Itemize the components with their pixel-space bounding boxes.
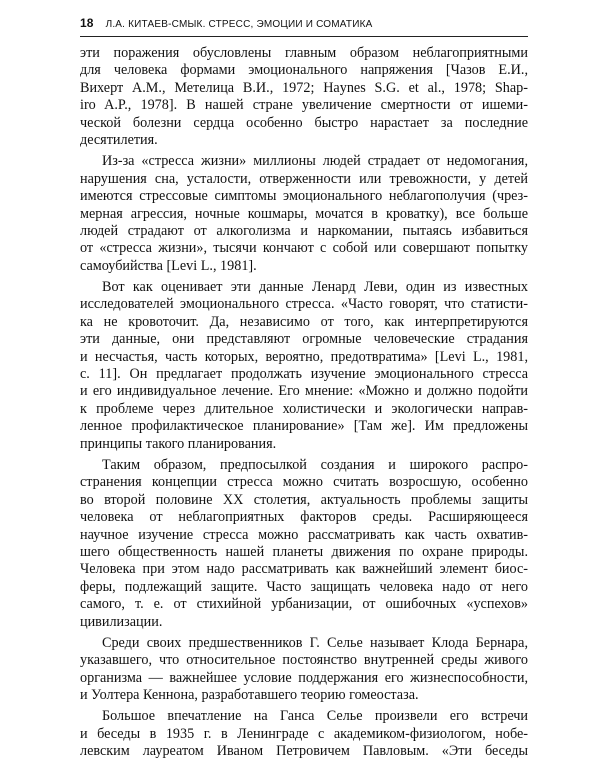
text-line: левским лауреатом Иваном Петровичем Павловым. «Эти беседы [80, 743, 528, 760]
text-line: iro A.P., 1978]. В нашей стране увеличение смертности от ишеми- [80, 97, 528, 114]
text-line: ка не кровоточит. Да, независимо от того, как интерпретируются [80, 313, 528, 330]
text-line: с. 11]. Он предлагает продолжать изучение эмоционального стресса [80, 366, 528, 383]
text-line: десятилетия. [80, 131, 158, 148]
text-line: Человека при этом надо рассматривать как важнейший элемент биос- [80, 561, 528, 578]
text-line: Вот как оценивает эти данные Ленард Леви, один из известных [102, 279, 528, 296]
text-line: научное изучение стресса можно рассматривать как часть охватив- [80, 526, 528, 543]
text-line: исследователей эмоционального стресса. «Часто говорят, что статисти- [80, 296, 528, 313]
text-line: нарушения сна, усталости, отверженности или тревожности, у детей [80, 170, 528, 187]
text-line: Большое впечатление на Ганса Селье произвели его встречи [102, 708, 528, 725]
text-line: ленное профилактическое планирование» [Там же]. Им предложены [80, 418, 528, 435]
paragraph [80, 635, 528, 705]
text-line: феры, подлежащий защите. Часто защищать человека надо от него [80, 578, 528, 595]
paragraph [80, 45, 528, 149]
text-line: к проблеме через длительное холистически и экологически направ- [80, 400, 528, 417]
text-line: цивилизации. [80, 613, 163, 630]
text-line: и Уолтера Кеннона, разработавшего теорию гомеостаза. [80, 687, 419, 704]
text-line: организма — важнейшее условие поддержания его жизнеспособности, [80, 669, 528, 686]
page-number: 18 [80, 16, 94, 30]
text-line: указавшего, что относительное постоянство внутренней среды живого [80, 652, 528, 669]
text-line: от «стресса жизни», тысячи кончают с собой или совершают попытку [80, 240, 528, 257]
paragraph [80, 708, 528, 760]
text-line: Из-за «стресса жизни» миллионы людей страдает от недомогания, [102, 153, 528, 170]
running-header-title: Л.А. КИТАЕВ-СМЫК. СТРЕСС, ЭМОЦИИ И СОМАТИКА [105, 19, 373, 30]
text-line: шего общественность нашей планеты движения по охране природы. [80, 543, 528, 560]
text-line: самого, т. е. от стихийной урбанизации, от ошибочных «успехов» [80, 596, 528, 613]
paragraph [80, 153, 528, 275]
text-line: человека от неблагоприятных факторов среды. Расширяющееся [80, 509, 528, 526]
paragraph [80, 457, 528, 631]
body-text [80, 45, 528, 761]
text-line: эти данные, они представляют огромные человеческие страдания [80, 331, 528, 348]
text-line: Среди своих предшественников Г. Селье называет Клода Бернара, [102, 634, 528, 651]
text-line: и несчастья, часть которых, вероятно, предотвратима» [Levi L., 1981, [80, 348, 528, 365]
text-line: имеются стрессовые симптомы эмоционального неблагополучия (чрез- [80, 188, 528, 205]
text-line: странения концепции стресса можно считать возросшую, особенно [80, 474, 528, 491]
text-line: Таким образом, предпосылкой создания и широкого распро- [102, 456, 528, 473]
text-line: принципы такого планирования. [80, 435, 277, 452]
text-line: и беседы в 1935 г. в Ленинграде с академиком-физиологом, нобе- [80, 725, 528, 742]
text-line: ческой болезни сердца особенно быстро нарастает за последние [80, 114, 528, 131]
text-line: во второй половине XX столетия, актуальность проблемы защиты [80, 491, 528, 508]
text-line: людей страдают от алкоголизма и наркомании, пытаясь избавиться [80, 222, 528, 239]
text-line: мерная агрессия, ночные кошмары, мочатся в кроватку), все больше [80, 205, 528, 222]
text-line: для человека формами эмоционального напряжения [Чазов Е.И., [80, 62, 528, 79]
text-line: и его индивидуальное лечение. Его мнение: «Можно и должно подойти [80, 383, 528, 400]
paragraph [80, 279, 528, 453]
running-header [80, 16, 528, 37]
text-line: эти поражения обусловлены главным образом неблагоприятными [80, 45, 528, 61]
text-line: самоубийства [Levi L., 1981]. [80, 257, 257, 274]
text-line: Вихерт А.М., Метелица В.И., 1972; Haynes S.G. et al., 1978; Shap- [80, 79, 528, 96]
